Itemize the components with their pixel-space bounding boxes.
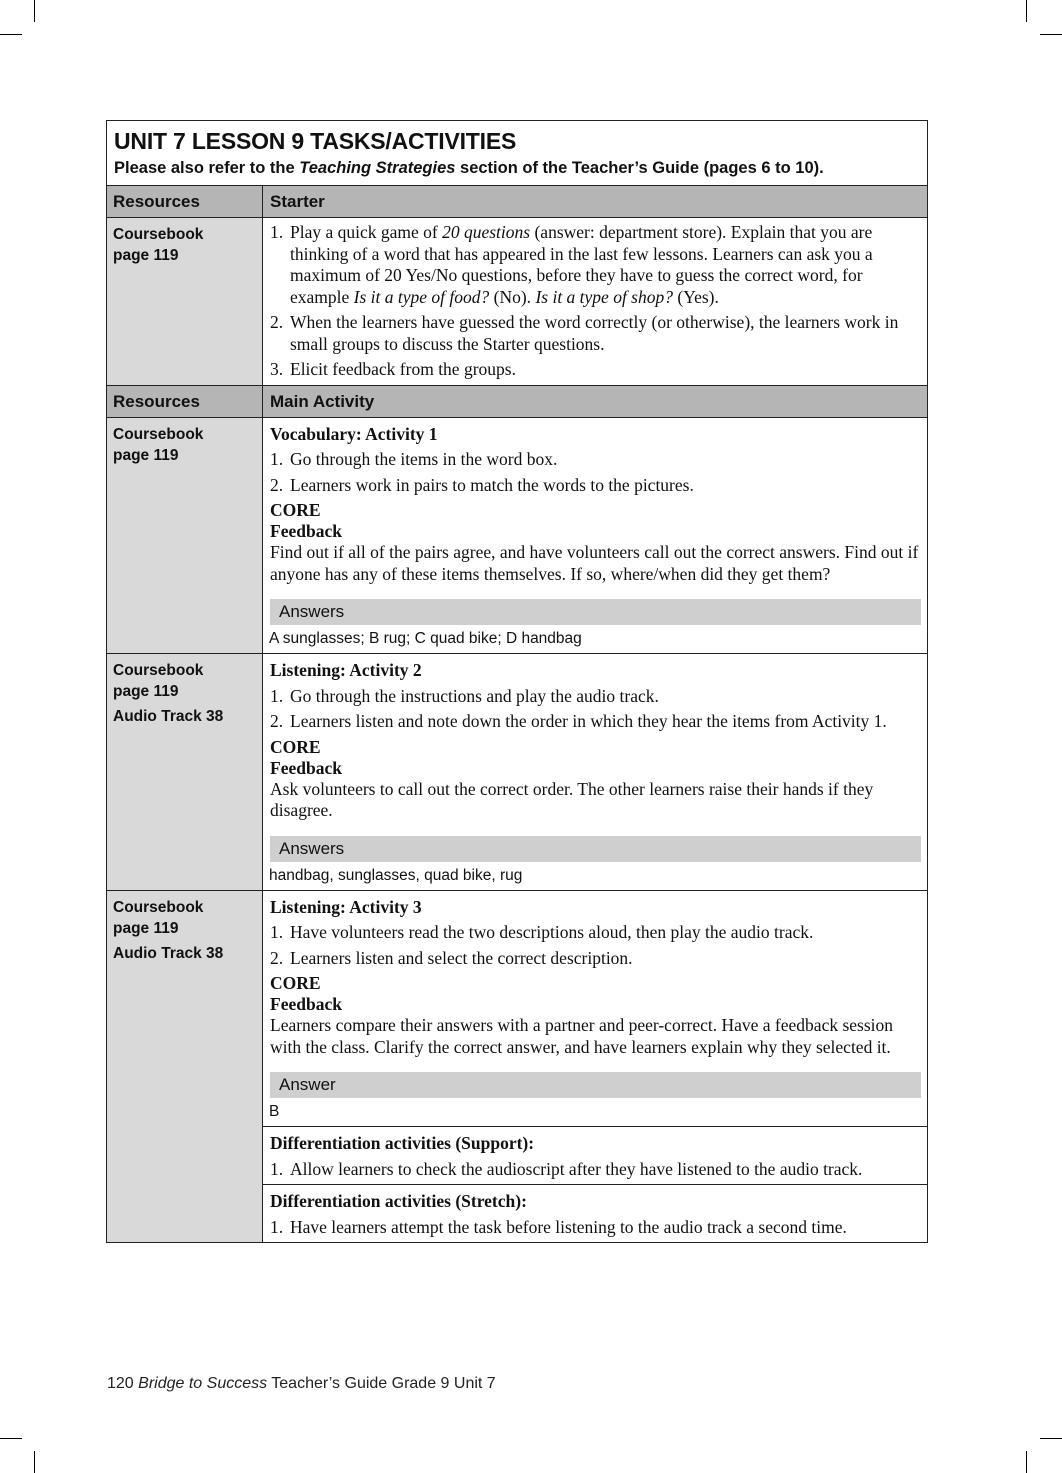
activity-row — [107, 891, 927, 1243]
item-text: Learners work in pairs to match the words to the pictures. — [290, 474, 694, 495]
item-number: 1. — [270, 1216, 284, 1237]
activity-row — [107, 418, 927, 655]
activity-title: Listening: Activity 2 — [270, 660, 422, 680]
stretch-list — [270, 1217, 921, 1239]
support-title: Differentiation activities (Support): — [270, 1133, 535, 1153]
item-number: 1. — [270, 449, 284, 469]
activity-row — [107, 654, 927, 891]
main-activity-heading: Main Activity — [263, 386, 927, 417]
list-item — [270, 222, 921, 308]
item-number: 1. — [270, 685, 284, 706]
resource-line: Coursebook — [113, 425, 204, 443]
resource-line: page 119 — [113, 919, 179, 937]
activity-content — [263, 418, 927, 654]
page-footer — [107, 1375, 496, 1393]
core-label: CORE — [270, 736, 321, 757]
resource-line: Audio Track 38 — [113, 944, 224, 962]
crop-mark — [0, 34, 22, 35]
resource-line: Coursebook — [113, 662, 204, 679]
list-item — [270, 475, 921, 497]
item-number: 2. — [270, 711, 284, 731]
list-item — [270, 312, 921, 355]
support-section — [263, 1126, 927, 1184]
item-number: 2. — [270, 474, 284, 495]
feedback-label: Feedback — [270, 757, 342, 778]
crop-mark — [1040, 1438, 1062, 1439]
feedback-text: Ask volunteers to call out the correct order. The other learners raise their hands if they disagree. — [270, 778, 874, 820]
item-number: 3. — [270, 359, 284, 379]
item-text: Play a quick game of — [290, 222, 443, 242]
stretch-section — [263, 1184, 927, 1242]
activity-section — [263, 891, 927, 1127]
subtitle-text: Please also refer to the — [114, 159, 300, 177]
activity-title: Listening: Activity 3 — [270, 896, 422, 917]
list-item — [270, 359, 921, 381]
answers-bar: Answers — [270, 836, 921, 862]
resources-cell — [107, 891, 263, 1243]
feedback-label: Feedback — [270, 521, 342, 541]
answers-text: B — [269, 1103, 280, 1120]
core-label: CORE — [270, 500, 321, 520]
page-number: 120 — [107, 1375, 134, 1392]
item-number: 2. — [270, 947, 284, 968]
list-item — [270, 948, 921, 970]
resource-line: Coursebook — [113, 898, 204, 916]
item-text: Learners listen and note down the order in which they hear the items from Activity 1. — [290, 711, 887, 731]
table-header — [107, 121, 927, 186]
support-list — [270, 1159, 921, 1181]
list-item — [270, 449, 921, 471]
item-text: When the learners have guessed the word correctly (or otherwise), the learners work in small groups to discuss the Starter questions. — [290, 312, 899, 354]
starter-list — [270, 222, 921, 381]
item-emphasis: Is it a type of food? — [353, 286, 490, 307]
answers-bar: Answer — [270, 1072, 921, 1098]
starter-heading: Starter — [263, 186, 927, 217]
starter-row — [107, 218, 927, 386]
crop-mark — [34, 1451, 35, 1473]
item-number: 1. — [270, 1158, 284, 1179]
list-item — [270, 922, 921, 944]
crop-mark — [1026, 0, 1027, 22]
resources-cell — [107, 654, 263, 890]
resources-cell — [107, 218, 263, 385]
resource-line: page 119 — [113, 247, 179, 264]
crop-mark — [1026, 1451, 1027, 1473]
page-title: UNIT 7 LESSON 9 TASKS/ACTIVITIES — [114, 128, 517, 154]
resource-line: page 119 — [113, 446, 179, 464]
lesson-table — [106, 120, 928, 1243]
crop-mark — [0, 1438, 22, 1439]
subtitle-emphasis: Teaching Strategies — [299, 159, 456, 177]
item-text: Go through the items in the word box. — [290, 449, 558, 469]
activity-list — [270, 922, 921, 969]
list-item — [270, 1217, 921, 1239]
item-text: (No). — [489, 286, 536, 307]
main-header-row — [107, 386, 927, 418]
starter-content — [263, 218, 927, 385]
resources-heading: Resources — [107, 386, 263, 417]
book-title: Bridge to Success — [138, 1375, 268, 1392]
activity-content — [263, 891, 927, 1243]
list-item — [270, 1159, 921, 1181]
page-subtitle — [114, 157, 919, 179]
activity-list — [270, 686, 921, 733]
feedback-text: Learners compare their answers with a partner and peer-correct. Have a feedback session with the class. Clarify the correct answer, and have learners explain why they selected it. — [270, 1015, 894, 1057]
starter-header-row — [107, 186, 927, 218]
item-text: Elicit feedback from the groups. — [290, 359, 516, 379]
item-emphasis: Is it a type of shop? — [535, 286, 673, 307]
stretch-title: Differentiation activities (Stretch): — [270, 1191, 527, 1211]
crop-mark — [34, 0, 35, 22]
item-number: 2. — [270, 312, 284, 332]
item-emphasis: 20 questions — [442, 222, 531, 242]
list-item — [270, 711, 921, 733]
answers-bar: Answers — [270, 599, 921, 625]
resources-heading: Resources — [107, 186, 263, 217]
activity-title: Vocabulary: Activity 1 — [270, 423, 438, 444]
activity-content — [263, 654, 927, 890]
item-number: 1. — [270, 922, 284, 942]
feedback-text: Find out if all of the pairs agree, and have volunteers call out the correct answers. Find out if anyone has any of these items themselves. If so, where/when did they get them? — [270, 542, 919, 584]
item-number: 1. — [270, 222, 284, 242]
item-text: Learners listen and select the correct description. — [290, 947, 633, 968]
item-text: Have volunteers read the two descriptions aloud, then play the audio track. — [290, 922, 814, 942]
resource-line: Coursebook — [113, 226, 204, 243]
item-text: (answer: department store). Explain that you are thinking of a word that has appeared in the last few lessons. Learners can ask you a maximum of 20 Yes/No questions, before they have to guess the correct word, for example — [290, 222, 873, 307]
resource-line: page 119 — [113, 683, 179, 700]
resources-cell — [107, 418, 263, 654]
item-text: Have learners attempt the task before listening to the audio track a second time. — [290, 1216, 847, 1237]
list-item — [270, 686, 921, 708]
subtitle-text: section of the Teacher’s Guide (pages 6 to 10). — [455, 159, 824, 177]
item-text: Allow learners to check the audioscript after they have listened to the audio track. — [290, 1158, 863, 1179]
activity-list — [270, 449, 921, 496]
core-label: CORE — [270, 973, 321, 993]
crop-mark — [1040, 34, 1062, 35]
footer-text: Teacher’s Guide Grade 9 Unit 7 — [267, 1375, 496, 1392]
resource-line: Audio Track 38 — [113, 708, 224, 725]
item-text: Go through the instructions and play the audio track. — [290, 685, 659, 706]
answers-text: handbag, sunglasses, quad bike, rug — [269, 866, 523, 884]
answers-text: A sunglasses; B rug; C quad bike; D handbag — [269, 630, 582, 647]
item-text: (Yes). — [673, 286, 719, 307]
feedback-label: Feedback — [270, 994, 342, 1014]
